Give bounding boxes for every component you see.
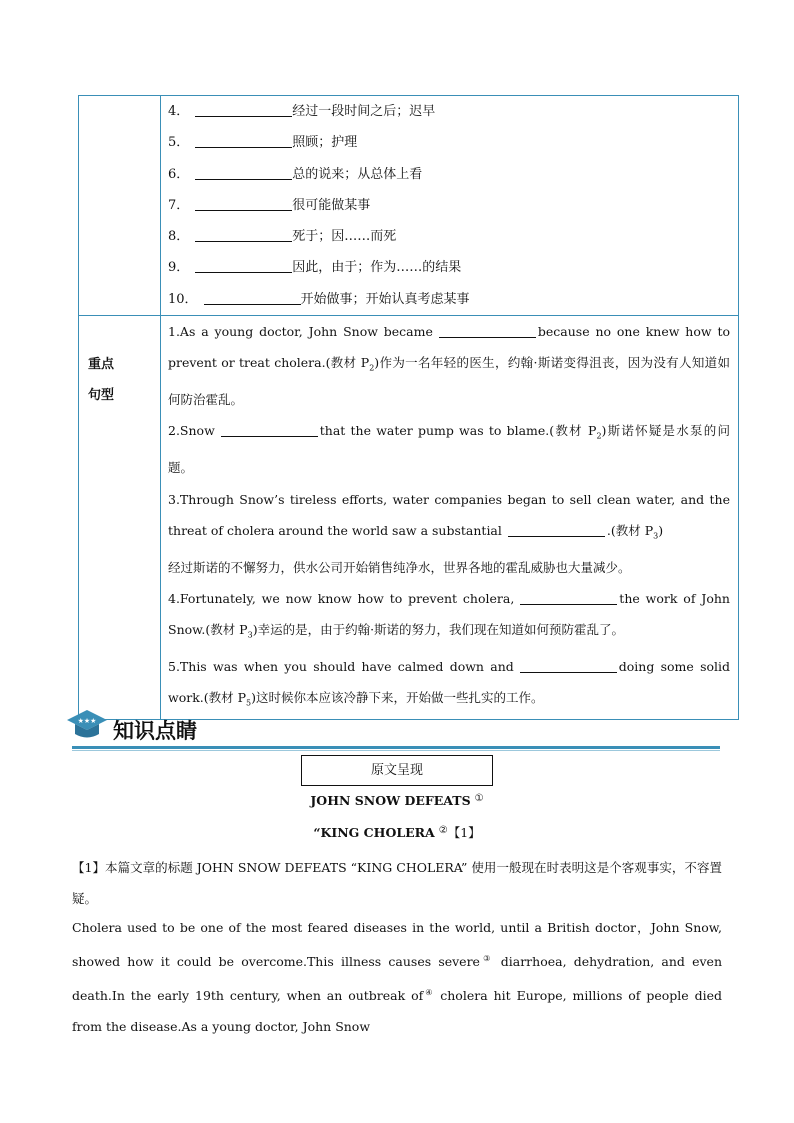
answer-blank[interactable] (195, 258, 292, 273)
title-note: 【1】本篇文章的标题 JOHN SNOW DEFEATS “KING CHOLERA” 使用一般现在时表明这是个客观事实，不容置疑。 (72, 860, 722, 906)
section-title: 知识点睛 (113, 719, 197, 743)
phrase-item: 5． 照顾；护理 (168, 135, 358, 151)
answer-blank[interactable] (195, 196, 292, 211)
label-key: 重点 (88, 357, 115, 373)
answer-blank[interactable] (195, 227, 292, 242)
footnote-marker: ③ (479, 954, 494, 963)
answer-blank[interactable] (195, 165, 292, 180)
svg-text:★★★: ★★★ (77, 717, 97, 725)
graduation-cap-icon (66, 708, 108, 742)
section-divider (72, 746, 720, 749)
answer-blank[interactable] (520, 590, 617, 605)
phrase-item: 10． 开始做事；开始认真考虑某事 (168, 291, 470, 307)
phrase-item: 6． 总的说来；从总体上看 (168, 166, 423, 182)
section-divider-thin (72, 750, 720, 751)
answer-blank[interactable] (195, 133, 292, 148)
sentence-2: 2.Snow that the water pump was to blame.(教材 $P_2$)斯诺怀疑是水泵的问题。 (168, 423, 730, 476)
footnote-marker: ① (474, 793, 484, 804)
answer-blank[interactable] (204, 290, 301, 305)
table-label-cell-empty (79, 96, 161, 316)
footnote-marker: ② (438, 825, 448, 836)
answer-blank[interactable] (221, 422, 318, 437)
answer-blank[interactable] (508, 522, 605, 537)
phrase-item: 9． 因此，由于；作为……的结果 (168, 260, 462, 276)
phrase-list (161, 96, 739, 316)
sentence-1: 1.As a young doctor, John Snow became because no one knew how to prevent or treat cholera.(教材 $P_2$)作为一名年轻的医生，约翰·斯诺变得沮丧，因为没有人知道如何防治霍乱。 (168, 324, 730, 408)
vocabulary-table (78, 95, 739, 720)
key-sentences-label-cell (79, 316, 161, 720)
answer-blank[interactable] (520, 658, 617, 673)
label-pattern: 句型 (88, 388, 115, 404)
phrase-item: 8． 死于；因……而死 (168, 229, 397, 245)
answer-blank[interactable] (439, 323, 536, 338)
footnote-marker: ④ (423, 988, 435, 998)
original-text-label: 原文呈现 (301, 755, 493, 786)
sentence-4: 4.Fortunately, we now know how to prevent cholera, the work of John Snow.(教材 $P_3$)幸运的是，由于约翰·斯诺的努力，我们现在知道如何预防霍乱了。 (168, 590, 730, 640)
sentence-5: 5.This was when you should have calmed down and doing some solid work.(教材 $P_5$)这时候你本应该冷静下来，开始做一些扎实的工作。 (168, 659, 731, 708)
article-heading-line-1: JOHN SNOW DEFEATS ① (310, 793, 484, 808)
key-sentences (161, 316, 739, 720)
phrase-item: 7． 很可能做某事 (168, 197, 371, 213)
answer-blank[interactable] (195, 102, 292, 117)
phrase-item: 4． 经过一段时间之后；迟早 (168, 104, 436, 119)
sentence-3-translation: 经过斯诺的不懈努力，供水公司开始销售纯净水，世界各地的霍乱威胁也大量减少。 (168, 559, 631, 575)
article-heading-line-2: “KING CHOLERA ②【1】 (313, 825, 481, 840)
article-body: Cholera used to be one of the most feared diseases in the world, until a British doctor，John Snow, showed how it could be overcome.This illness causes severe③ diarrhoea, dehydration, and even death.In the early 19th century, when an outbreak of④ cholera hit Europe, millions of people died from the disease.As a young doctor, John Snow (72, 920, 723, 1035)
sentence-3: 3.Through Snow’s tireless efforts, water companies began to sell clean water, and the threat of cholera around the world saw a substantial .(教材 $P_3$) (168, 491, 730, 541)
